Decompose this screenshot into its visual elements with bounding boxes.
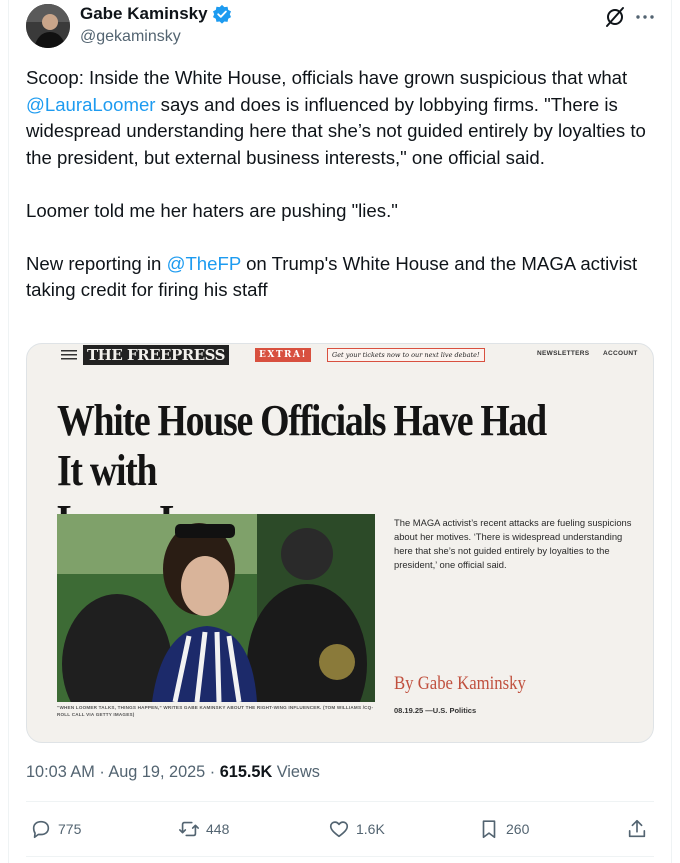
verified-badge-icon [212, 4, 232, 24]
repost-icon [178, 818, 200, 840]
mention-link-lauraloomer[interactable]: @LauraLoomer [26, 93, 156, 115]
tweet-paragraph [26, 65, 658, 171]
views-label: Views [272, 763, 320, 781]
mention-link-thefp[interactable]: @TheFP [166, 252, 241, 274]
like-button[interactable] [328, 818, 385, 840]
author-handle[interactable]: @gekaminsky [80, 28, 181, 45]
bookmark-button[interactable] [478, 818, 529, 840]
more-options-icon[interactable] [634, 6, 656, 28]
article-card[interactable] [26, 343, 654, 743]
nav-newsletters: NEWSLETTERS [537, 350, 590, 357]
share-button[interactable] [626, 818, 648, 840]
article-meta: 08.19.25 —U.S. Politics [394, 706, 477, 715]
divider [26, 856, 654, 857]
tweet-timestamp[interactable] [26, 763, 320, 782]
text-segment: New reporting in [26, 252, 167, 274]
bookmark-count: 260 [506, 821, 530, 837]
tweet-paragraph: Loomer told me her haters are pushing "lies." [26, 199, 398, 221]
repost-count: 448 [206, 821, 230, 837]
site-logo: THE FREEPRESS [83, 345, 229, 365]
text-segment: on Trump's White House and the MAGA activist taking credit for firing his staff [26, 252, 638, 300]
share-icon [626, 818, 648, 840]
text-segment: says and does is influenced by lobbying firms. "There is widespread understanding here that she’s not guided entirely by loyalties to the president, but external business interests," one official said. [26, 93, 646, 168]
text-segment: Scoop: Inside the White House, officials have grown suspicious that what [26, 67, 628, 88]
nav-account: ACCOUNT [603, 350, 638, 357]
extra-badge: EXTRA! [255, 348, 311, 362]
article-dek: The MAGA activist’s recent attacks are fueling suspicions about her motives. ‘There is widespread understanding here that she’s not guided entirely by loyalties to the president,’ one official said. [394, 517, 632, 570]
tweet-paragraph [26, 251, 658, 304]
tweet-text [26, 65, 658, 304]
views-count: 615.5K [219, 763, 273, 781]
menu-icon [61, 350, 77, 360]
author-name[interactable]: Gabe Kaminsky [80, 4, 208, 23]
timestamp-text[interactable]: 10:03 AM · Aug 19, 2025 · [26, 763, 220, 781]
site-header [27, 344, 654, 366]
photo-caption: “WHEN LOOMER TALKS, THINGS HAPPEN,” WRITES GABE KAMINSKY ABOUT THE RIGHT-WING INFLUENCER. (TOM WILLIAMS /CQ-ROLL CALL VIA GETTY IMAGES) [57, 705, 374, 717]
avatar[interactable] [26, 4, 70, 48]
reply-icon [30, 818, 52, 840]
article-photo [57, 514, 375, 702]
reply-count: 775 [58, 821, 82, 837]
bookmark-icon [478, 818, 500, 840]
author-name-row[interactable] [80, 4, 232, 24]
extra-note: Get your tickets now to our next live debate! [327, 348, 485, 362]
divider [26, 801, 654, 802]
reply-button[interactable] [30, 818, 81, 840]
heart-icon [328, 818, 350, 840]
repost-button[interactable] [178, 818, 229, 840]
headline-line: White House Officials Have Had It with [57, 396, 546, 495]
article-byline: By Gabe Kaminsky [394, 673, 526, 694]
grok-icon[interactable] [604, 6, 626, 28]
like-count: 1.6K [356, 821, 385, 837]
